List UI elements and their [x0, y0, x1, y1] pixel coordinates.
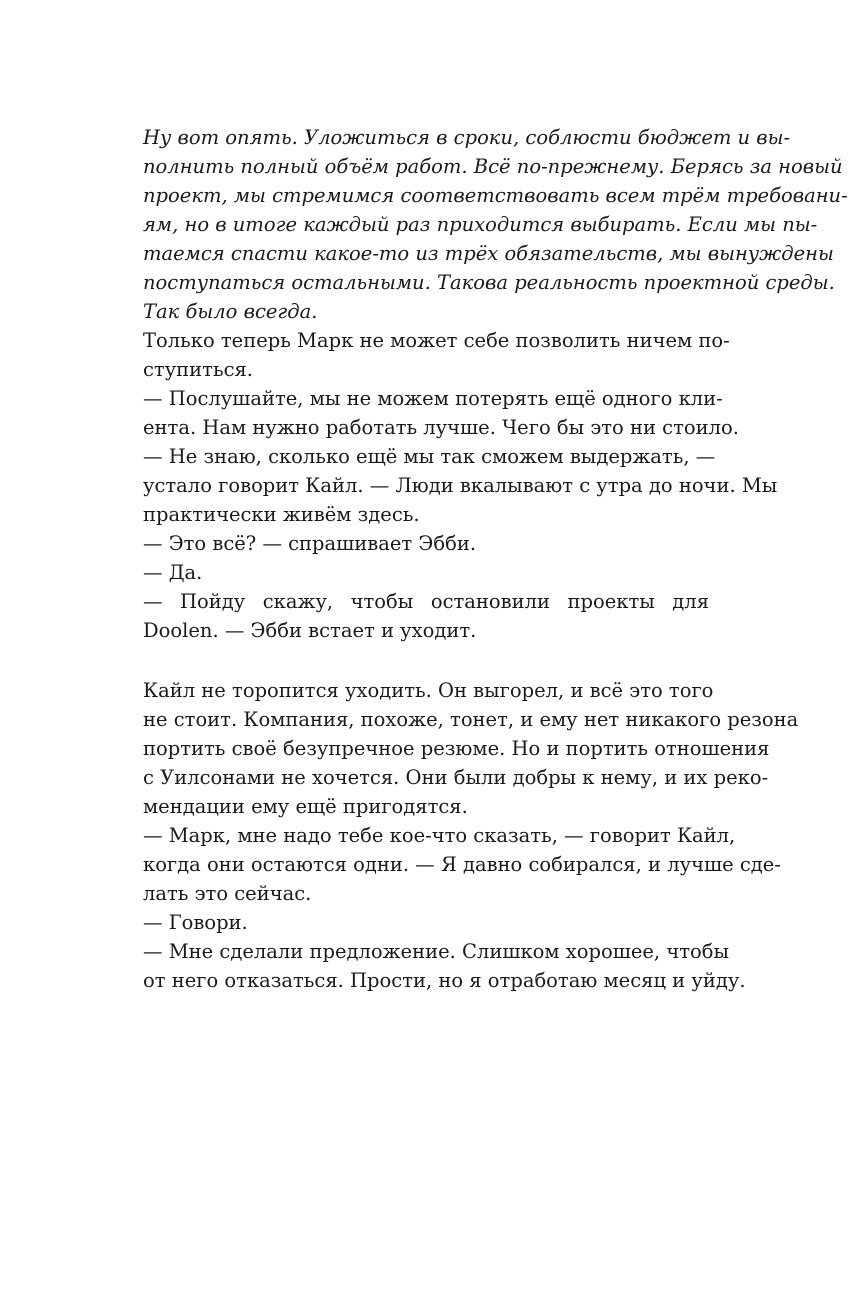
text-line: лать это сейчас.: [143, 882, 312, 905]
text-block-section-two: [143, 676, 799, 995]
text-line: практически живём здесь.: [143, 503, 420, 526]
text-line: Doolen. — Эбби встает и уходит.: [143, 619, 477, 642]
text-line: портить своё безупречное резюме. Но и портить отношения: [143, 737, 770, 760]
text-line: — Да.: [143, 561, 203, 584]
text-line: ям, но в итоге каждый раз приходится выбирать. Если мы пы-: [143, 213, 818, 236]
text-line: — Послушайте, мы не можем потерять ещё одного кли-: [143, 387, 723, 410]
text-line: с Уилсонами не хочется. Они были добры к нему, и их реко-: [143, 766, 769, 789]
text-line: проект, мы стремимся соответствовать всем трём требовани-: [143, 184, 848, 207]
text-line: поступаться остальными. Такова реальность проектной среды.: [143, 271, 835, 294]
text-line: ступиться.: [143, 358, 254, 381]
text-line: когда они остаются одни. — Я давно собирался, и лучше сде-: [143, 853, 781, 876]
text-line: — Марк, мне надо тебе кое-что сказать, — говорит Кайл,: [143, 824, 736, 847]
text-block-main: [143, 123, 848, 645]
text-line: полнить полный объём работ. Всё по-прежнему. Берясь за новый: [143, 155, 843, 178]
text-line: — Говори.: [143, 911, 248, 934]
text-line: Ну вот опять. Уложиться в сроки, соблюсти бюджет и вы-: [143, 126, 791, 149]
text-line: Кайл не торопится уходить. Он выгорел, и всё это того: [143, 679, 714, 702]
text-line: мендации ему ещё пригодятся.: [143, 795, 468, 818]
text-line: Только теперь Марк не может себе позволить ничем по-: [143, 329, 730, 352]
text-line: — Мне сделали предложение. Слишком хорошее, чтобы: [143, 940, 729, 963]
text-line: — Не знаю, сколько ещё мы так сможем выдержать, —: [143, 445, 716, 468]
text-line: Так было всегда.: [143, 300, 318, 323]
text-line: не стоит. Компания, похоже, тонет, и ему нет никакого резона: [143, 708, 799, 731]
text-line: таемся спасти какое-то из трёх обязательств, мы вынуждены: [143, 242, 834, 265]
text-line: ента. Нам нужно работать лучше. Чего бы это ни стоило.: [143, 416, 739, 439]
text-line: от него отказаться. Прости, но я отработаю месяц и уйду.: [143, 969, 746, 992]
text-line: — Пойду скажу, чтобы остановили проекты для: [143, 590, 709, 613]
text-line: устало говорит Кайл. — Люди вкалывают с утра до ночи. Мы: [143, 474, 778, 497]
text-line: — Это всё? — спрашивает Эбби.: [143, 532, 477, 555]
